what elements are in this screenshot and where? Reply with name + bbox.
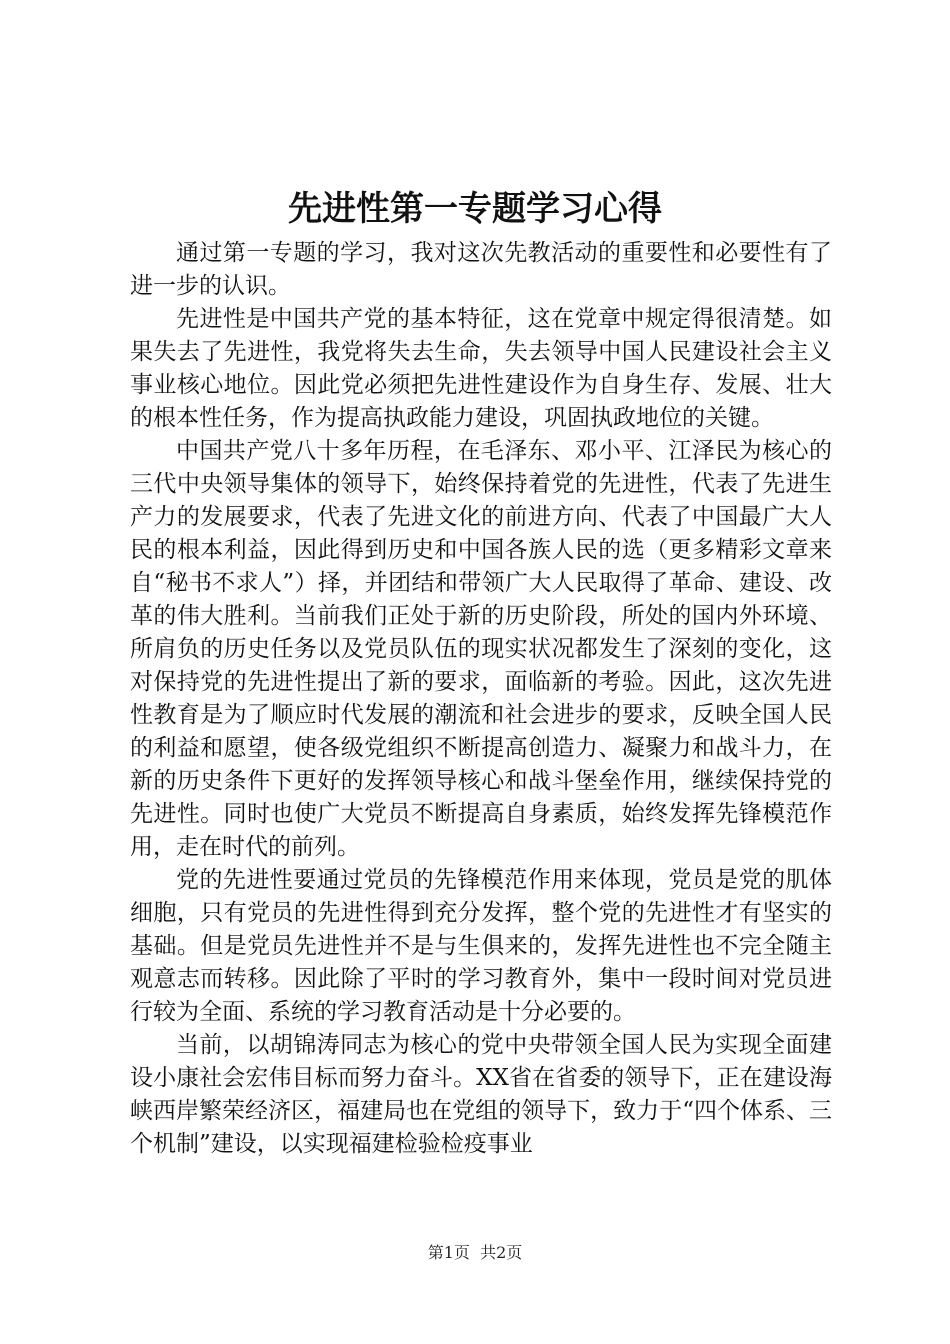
page-number: 第1页: [427, 1243, 470, 1262]
document-body: [130, 237, 832, 1161]
page-footer: [0, 1242, 950, 1264]
paragraph-2: 先进性是中国共产党的基本特征，这在党章中规定得很清楚。如果失去了先进性，我党将失去生命，失去领导中国人民建设社会主义事业核心地位。因此党必须把先进性建设作为自身生存、发展、壮大的根本性任务，作为提高执政能力建设，巩固执政地位的关键。: [130, 306, 832, 431]
paragraph-1: 通过第一专题的学习，我对这次先教活动的重要性和必要性有了进一步的认识。: [130, 240, 832, 299]
paragraph-5: 当前，以胡锦涛同志为核心的党中央带领全国人民为实现全面建设小康社会宏伟目标而努力奋斗。XX省在省委的领导下，正在建设海峡西岸繁荣经济区，福建局也在党组的领导下，致力于“四个体系、三个机制”建设，以实现福建检验检疫事业: [130, 1032, 832, 1157]
paragraph-3: 中国共产党八十多年历程，在毛泽东、邓小平、江泽民为核心的三代中央领导集体的领导下，始终保持着党的先进性，代表了先进生产力的发展要求，代表了先进文化的前进方向、代表了中国最广大人民的根本利益，因此得到历史和中国各族人民的选（更多精彩文章来自“秘书不求人”）择，并团结和带领广大人民取得了革命、建设、改革的伟大胜利。当前我们正处于新的历史阶段，所处的国内外环境、所肩负的历史任务以及党员队伍的现实状况都发生了深刻的变化，这对保持党的先进性提出了新的要求，面临新的考验。因此，这次先进性教育是为了顺应时代发展的潮流和社会进步的要求，反映全国人民的利益和愿望，使各级党组织不断提高创造力、凝聚力和战斗力，在新的历史条件下更好的发挥领导核心和战斗堡垒作用，继续保持党的先进性。同时也使广大党员不断提高自身素质，始终发挥先锋模范作用，走在时代的前列。: [130, 438, 832, 860]
page-total: 共2页: [480, 1243, 523, 1262]
document-title: 先进性第一专题学习心得: [288, 189, 662, 229]
footer-spacer: [470, 1243, 480, 1262]
paragraph-4: 党的先进性要通过党员的先锋模范作用来体现，党员是党的肌体细胞，只有党员的先进性得到充分发挥，整个党的先进性才有坚实的基础。但是党员先进性并不是与生俱来的，发挥先进性也不完全随主观意志而转移。因此除了平时的学习教育外，集中一段时间对党员进行较为全面、系统的学习教育活动是十分必要的。: [130, 867, 832, 1025]
